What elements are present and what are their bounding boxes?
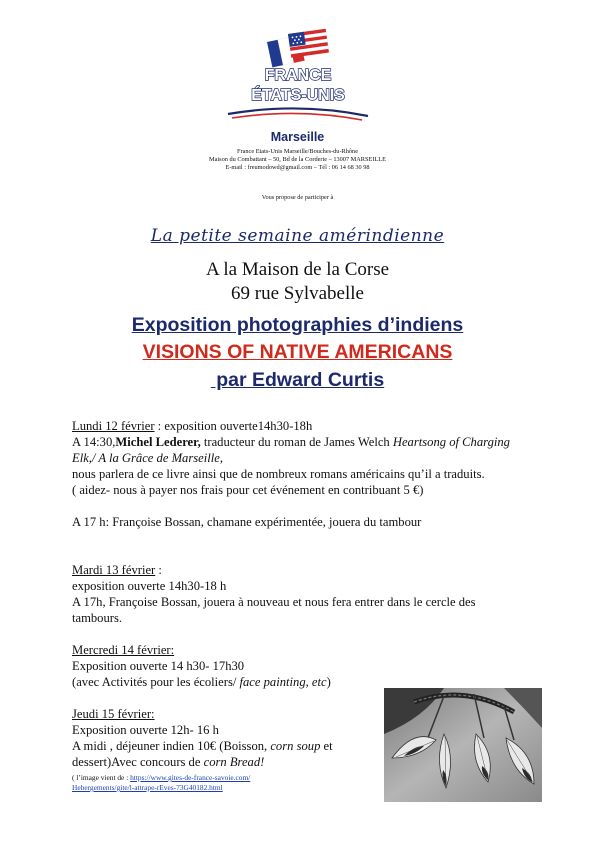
contact-line: E-mail : freumodowd@gmail.com – Tél : 06 14 68 30 98 <box>225 164 370 171</box>
source-link-2[interactable]: Hebergements/gite/l-attrape-rEves-73G40182.html <box>72 783 223 792</box>
tuesday-section <box>72 562 522 626</box>
logo-swoosh-blue <box>228 108 368 116</box>
wednesday-line-2-italic: face painting, etc <box>239 675 327 689</box>
thursday-line-3-prefix: dessert)Avec concours de <box>72 755 204 769</box>
logo-text-etats-unis: ÉTATS-UNIS <box>251 87 345 104</box>
tuesday-line-1: exposition ouverte 14h30-18 h <box>72 579 227 593</box>
wednesday-line-1: Exposition ouverte 14 h30- 17h30 <box>72 659 245 673</box>
thursday-line-2-prefix: A midi , déjeuner indien 10€ (Boisson, <box>72 739 271 753</box>
flags-icon <box>267 29 329 68</box>
france-etats-unis-logo <box>222 28 374 128</box>
wednesday-section <box>72 642 522 690</box>
venue-name: A la Maison de la Corse <box>205 259 390 280</box>
image-source <box>72 773 250 793</box>
monday-intro: : exposition ouverte14h30-18h <box>154 419 313 433</box>
city-name: Marseille <box>270 130 325 144</box>
dreamcatcher-feathers-icon <box>384 688 542 802</box>
tuesday-colon: : <box>155 563 162 577</box>
invite-line: Vous propose de participer à <box>261 194 334 201</box>
thursday-line-1: Exposition ouverte 12h- 16 h <box>72 723 219 737</box>
address-line: Maison du Combattant – 50, Bd de la Corderie – 13007 MARSEILLE <box>209 156 386 163</box>
source-link-1[interactable]: https://www.gites-de-france-savoie.com/ <box>130 773 251 782</box>
monday-section <box>72 418 522 530</box>
thursday-line-3-italic: corn Bread! <box>203 755 265 769</box>
wednesday-line-2-prefix: (avec Activités pour les écoliers/ <box>72 675 240 689</box>
monday-line-2: nous parlera de ce livre ainsi que de nombreux romans américains qu’il a traduits. <box>72 467 485 481</box>
org-line: France Etats-Unis Marseille/Bouches-du-Rhône <box>236 148 358 155</box>
thursday-section <box>72 706 372 770</box>
monday-time: A 14:30, <box>72 435 116 449</box>
logo-text-france: FRANCE <box>264 67 332 84</box>
tuesday-line-2: A 17h, Françoise Bossan, jouera à nouveau et nous fera entrer dans le cercle des tambours. <box>72 595 476 625</box>
thursday-line-2-suffix: et <box>320 739 333 753</box>
thursday-date: Jeudi 15 février: <box>72 707 155 721</box>
source-prefix: ( l’image vient de : <box>72 773 131 782</box>
speaker-name: Michel Lederer, <box>115 435 201 449</box>
monday-date: Lundi 12 février <box>72 419 155 433</box>
tuesday-date: Mardi 13 février <box>72 563 156 577</box>
wednesday-line-2-suffix: ) <box>326 675 331 689</box>
expo-title: Exposition photographies d’indiens <box>131 314 464 336</box>
wednesday-date: Mercredi 14 février: <box>72 643 175 657</box>
expo-name: VISIONS OF NATIVE AMERICANS <box>142 341 453 363</box>
book-title: Heartsong of Charging Elk,/ A la Grâce de Marseille, <box>72 435 510 465</box>
event-title: La petite semaine amérindienne <box>150 226 445 246</box>
monday-line-4: A 17 h: Françoise Bossan, chamane expérimentée, jouera du tambour <box>72 515 422 529</box>
monday-line-3: ( aidez- nous à payer nos frais pour cet événement en contribuant 5 €) <box>72 483 424 497</box>
logo-swoosh-red <box>232 113 362 120</box>
monday-desc: traducteur du roman de James Welch <box>200 435 393 449</box>
venue-address: 69 rue Sylvabelle <box>231 283 364 304</box>
expo-author: par Edward Curtis <box>210 369 385 391</box>
thursday-line-2-italic: corn soup <box>270 739 321 753</box>
